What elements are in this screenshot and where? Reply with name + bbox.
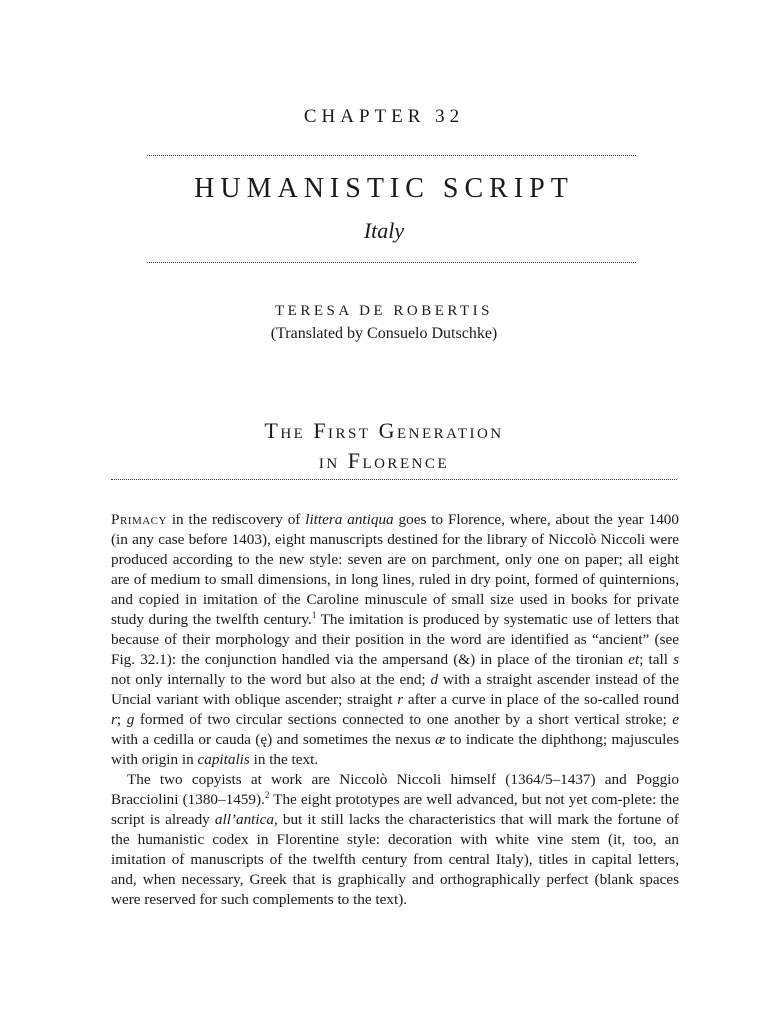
chapter-label: CHAPTER 32 [303, 106, 465, 127]
section-title-line1: The First Generation [264, 418, 504, 443]
author-name: TERESA DE ROBERTIS [275, 303, 493, 319]
chapter-title: HUMANISTIC SCRIPT [194, 173, 574, 204]
section-title [0, 416, 768, 476]
footnote-marker[interactable]: 2 [264, 789, 270, 800]
translator-credit: (Translated by Consuelo Dutschke) [270, 325, 498, 342]
title-divider [147, 262, 636, 263]
footnote-marker[interactable]: 1 [311, 609, 317, 620]
paragraph-2: The two copyists at work are Niccolò Niccoli himself (1364/5–1437) and Poggio Bracciolini (1380–1459).$^2$ The eight prototypes are well advanced, but not yet com-plete: the script is already all’antica, but it still lacks the characteristics that will mark the fortune of the humanistic codex in Florentine style: decoration with white vine stem (it, too, an imitation of manuscripts of the twelfth century from central Italy), titles in capital letters, and, when necessary, Greek that is graphically and orthographically perfect (blank spaces were reserved for such complements to the text). [111, 771, 679, 908]
chapter-subtitle: Italy [363, 218, 405, 243]
section-divider [111, 479, 677, 480]
top-divider [147, 155, 636, 156]
section-title-line2: in Florence [318, 448, 450, 473]
body-text [111, 510, 679, 910]
paragraph-1: Primacy in the rediscovery of littera antiqua goes to Florence, where, about the year 1400 (in any case before 1403), eight manuscripts destined for the library of Niccolò Niccoli were produced according to the new style: seven are on parchment, only one on paper; all eight are of medium to small dimensions, in long lines, ruled in dry point, formed of quinternions, and copied in imitation of the Caroline minuscule of small size used in books for private study during the twelfth century.$^1$ The imitation is produced by systematic use of letters that because of their morphology and their position in the word are identified as “ancient” (see Fig. 32.1): the conjunction handled via the ampersand (&) in place of the tironian et; tall s not only internally to the word but also at the end; d with a straight ascender instead of the Uncial variant with oblique ascender; straight r after a curve in place of the so-called round r; g formed of two circular sections connected to one another by a short vertical stroke; e with a cedilla or cauda (ę) and sometimes the nexus æ to indicate the diphthong; majuscules with origin in capitalis in the text. [111, 511, 679, 768]
lead-word: Primacy [111, 511, 167, 528]
